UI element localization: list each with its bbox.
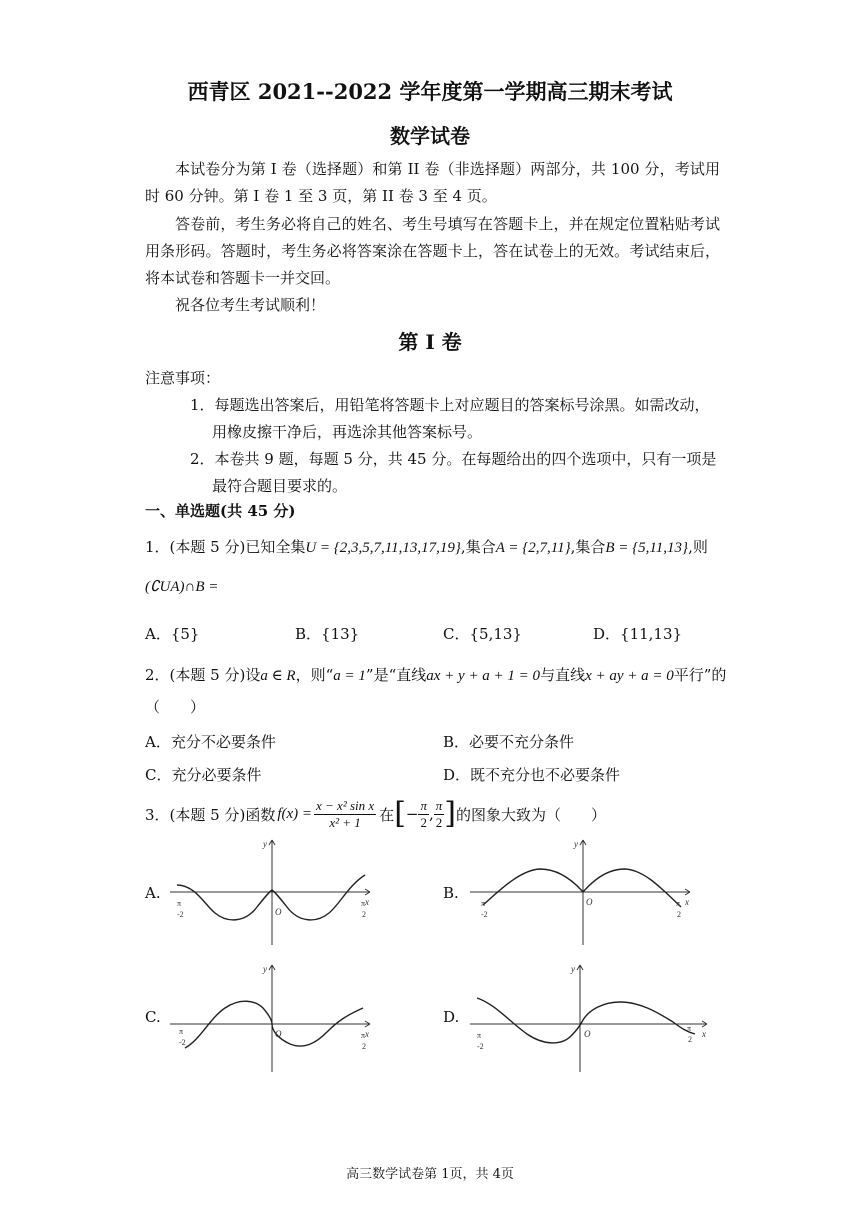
pi-label: π: [676, 899, 681, 908]
q2-line2: x + ay + a = 0: [585, 668, 674, 684]
section-title: 第 I 卷: [398, 330, 462, 354]
pi-label: π: [361, 899, 366, 908]
question-3-line-1: [145, 794, 606, 834]
q2-cond: a ∈ R: [260, 668, 296, 684]
page-footer: 高三数学试卷第 1页，共 4页: [346, 1167, 514, 1182]
q3-option-b-label: B.: [443, 884, 459, 902]
q3-two-2: 2: [435, 814, 443, 830]
q2-line1: ax + y + a + 1 = 0: [426, 668, 541, 684]
neg-two-label: -2: [477, 1042, 484, 1051]
q3-interval-right-frac: [434, 798, 445, 831]
question-2-line-1: [145, 664, 726, 685]
neg-two-label: -2: [179, 1038, 186, 1047]
q1-prefix: 1．(本题 5 分)已知全集: [145, 538, 306, 556]
q3-interval-left-frac: [418, 798, 429, 831]
q1-suffix: ,则: [688, 538, 708, 556]
q3-graph-a: [165, 835, 385, 950]
q1-setB-label: ,集合: [570, 538, 606, 556]
q2-option-b: B．必要不充分条件: [443, 733, 575, 751]
y-label: y: [263, 964, 267, 974]
q2-paren: （ ）: [145, 698, 206, 716]
q1-setA-label: ,集合: [460, 538, 496, 556]
two-label: 2: [362, 910, 366, 919]
intro-paragraph-3: 祝各位考生考试顺利！: [175, 296, 326, 314]
q3-fx: f(x) =: [277, 805, 313, 822]
q3-graph-c: [165, 960, 385, 1075]
y-label: y: [571, 964, 575, 974]
pi-label: π: [687, 1024, 692, 1033]
origin-label: O: [275, 907, 282, 917]
origin-label: O: [584, 1029, 591, 1039]
part-title: 一、单选题(共 45 分): [145, 502, 296, 520]
q3-option-a-label: A.: [145, 884, 161, 902]
neg-pi-label: π: [177, 899, 182, 908]
q1-option-d: D．{11,13}: [593, 625, 683, 643]
x-label: x: [365, 897, 369, 907]
q1-setB: B = {5,11,13}: [605, 540, 689, 556]
two-label: 2: [362, 1042, 366, 1051]
notes-label: 注意事项：: [145, 369, 221, 387]
q3-pi-2: π: [435, 797, 443, 813]
neg-two-label: -2: [481, 910, 488, 919]
q1-universe: U = {2,3,5,7,11,13,17,19}: [305, 540, 461, 556]
q3-suffix: 的图象大致为（ ）: [456, 805, 607, 824]
q3-graph-b: [465, 835, 700, 950]
q2-prefix: 2．(本题 5 分)设: [145, 666, 261, 684]
note-2: 2．本卷共 9 题，每题 5 分，共 45 分。在每题给出的四个选项中，只有一项是最符合题目要求的。: [190, 450, 717, 495]
two-label: 2: [688, 1035, 692, 1044]
note-1: 1．每题选出答案后，用铅笔将答题卡上对应题目的答案标号涂黑。如需改动，用橡皮擦干净后，再选涂其他答案标号。: [190, 396, 710, 441]
exam-title: 西青区 2021--2022 学年度第一学期高三期末考试: [187, 79, 673, 104]
exam-subject: 数学试卷: [390, 124, 470, 148]
q3-on: 在: [379, 805, 395, 824]
q3-left-bracket: [: [394, 796, 406, 831]
question-1-line-1: [145, 536, 708, 557]
curve: [185, 1001, 366, 1048]
neg-two-label: -2: [177, 910, 184, 919]
neg-pi-label: π: [179, 1027, 184, 1036]
q2-mid2: ”是“直线: [365, 666, 427, 684]
q2-mid1: ，则“: [295, 666, 334, 684]
q1-expression: (∁UA)∩B =: [145, 579, 219, 595]
q2-a-eq: a = 1: [333, 668, 366, 684]
q3-numerator: x − x² sin x: [316, 797, 375, 813]
x-label: x: [365, 1029, 369, 1039]
intro-paragraph-2: 答卷前，考生务必将自己的姓名、考生号填写在答题卡上，并在规定位置粘贴考试用条形码。答题时，考生务必将答案涂在答题卡上，答在试卷上的无效。考试结束后，将本试卷和答题卡一并交回。: [145, 215, 720, 287]
q1-setA: A = {2,7,11}: [495, 540, 571, 556]
two-label: 2: [677, 910, 681, 919]
q3-prefix: 3．(本题 5 分)函数: [145, 805, 276, 824]
q3-fraction: [314, 798, 376, 831]
origin-label: O: [275, 1029, 282, 1039]
q3-right-bracket: ]: [444, 796, 457, 831]
q1-option-b: B．{13}: [295, 625, 360, 643]
q1-option-c: C．{5,13}: [443, 625, 522, 643]
intro-paragraph-1: 本试卷分为第 I 卷（选择题）和第 II 卷（非选择题）两部分，共 100 分，考试用时 60 分钟。第 I 卷 1 至 3 页，第 II 卷 3 至 4 页。: [145, 160, 720, 205]
q3-denominator: x² + 1: [329, 814, 361, 830]
q2-suffix: 平行”的: [673, 666, 727, 684]
pi-label: π: [361, 1031, 366, 1040]
curve: [177, 875, 365, 920]
y-label: y: [263, 839, 267, 849]
neg-pi-label: π: [477, 1031, 482, 1040]
q3-option-d-label: D.: [443, 1008, 460, 1026]
neg-pi-label: π: [481, 899, 486, 908]
q3-pi-1: π: [420, 797, 427, 813]
x-label: x: [685, 897, 689, 907]
q3-comma: ,: [429, 805, 434, 823]
q3-minus: −: [405, 805, 419, 823]
curve: [483, 869, 681, 907]
q2-option-c: C．充分必要条件: [145, 766, 262, 784]
q2-option-a: A．充分不必要条件: [145, 733, 276, 751]
y-label: y: [574, 839, 578, 849]
q3-option-c-label: C.: [145, 1008, 161, 1026]
q2-mid3: 与直线: [540, 666, 586, 684]
q1-option-a: A．{5}: [145, 625, 200, 643]
q3-graph-d: [465, 960, 715, 1075]
origin-label: O: [586, 897, 593, 907]
q3-two-1: 2: [420, 814, 427, 830]
x-label: x: [702, 1029, 706, 1039]
q2-option-d: D．既不充分也不必要条件: [443, 766, 621, 784]
